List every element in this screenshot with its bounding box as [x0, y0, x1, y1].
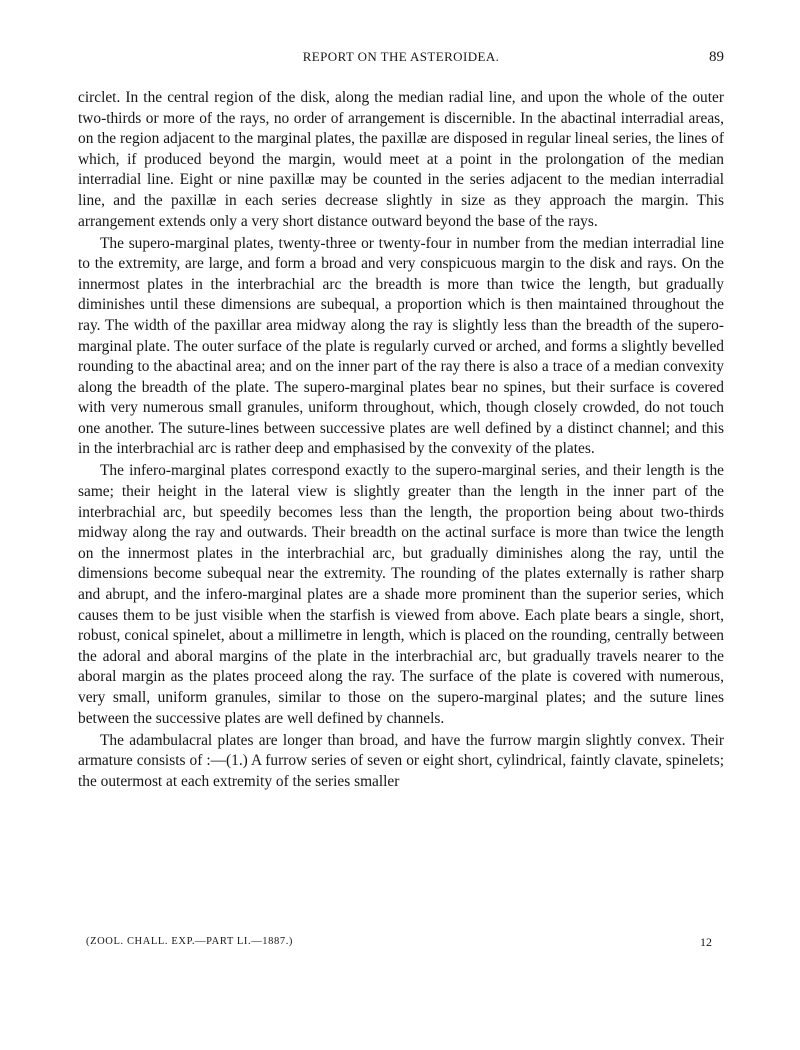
page-footer	[78, 932, 724, 952]
document-page	[78, 0, 724, 949]
page-number: 89	[709, 49, 724, 65]
body-text	[78, 88, 724, 792]
paragraph: The adambulacral plates are longer than broad, and have the furrow margin slightly convex. Their armature consists of :—(1.) A furrow series of seven or eight short, cylindrical, faintly clavate, spinelets; the outermost at each extremity of the series smaller	[78, 731, 724, 790]
page-header	[78, 44, 724, 70]
paragraph: circlet. In the central region of the disk, along the median radial line, and upon the whole of the outer two-thirds or more of the rays, no order of arrangement is discernible. In the abactinal interradial areas, on the region adjacent to the marginal plates, the paxillæ are disposed in regular lineal series, the lines of which, if produced beyond the margin, would meet at a point in the prolongation of the median interradial line. Eight or nine paxillæ may be counted in the series adjacent to the median interradial line, and the paxillæ in each series decrease slightly in size as they approach the margin. This arrangement extends only a very short distance outward beyond the base of the rays.	[78, 89, 724, 230]
paragraph: The infero-marginal plates correspond exactly to the supero-marginal series, and their length is the same; their height in the lateral view is slightly greater than the length in the inner part of the interbrachial arc, but speedily becomes less than the length, the proportion being about two-thirds midway along the ray and outwards. Their breadth on the actinal surface is more than twice the length on the innermost plates in the interbrachial arc, but gradually diminishes along the ray, until the dimensions become subequal near the extremity. The rounding of the plates externally is rather sharp and abrupt, and the infero-marginal plates are a shade more prominent than the superior series, which causes them to be just visible when the starfish is viewed from above. Each plate bears a single, short, robust, conical spinelet, about a millimetre in length, which is placed on the rounding, centrally between the adoral and aboral margins of the plate in the interbrachial arc, but gradually travels nearer to the aboral margin as the plates proceed along the ray. The surface of the plate is covered with numerous, very small, uniform granules, similar to those on the supero-marginal plates; and the suture lines between the successive plates are well defined by channels.	[78, 462, 724, 727]
signature-mark: 12	[700, 935, 712, 949]
footer-reference: (ZOOL. CHALL. EXP.—PART LI.—1887.)	[86, 936, 294, 947]
running-head: REPORT ON THE ASTEROIDEA.	[302, 49, 500, 64]
paragraph: The supero-marginal plates, twenty-three or twenty-four in number from the median interradial line to the extremity, are large, and form a broad and very conspicuous margin to the disk and rays. On the innermost plates in the interbrachial arc the breadth is more than twice the length, but gradually diminishes until these dimensions are subequal, a proportion which is then maintained throughout the ray. The width of the paxillar area midway along the ray is slightly less than the breadth of the supero-marginal plate. The outer surface of the plate is regularly curved or arched, and forms a slightly bevelled rounding to the abactinal area; and on the inner part of the ray there is also a trace of a median convexity along the breadth of the plate. The supero-marginal plates bear no spines, but their surface is covered with very numerous small granules, uniform throughout, which, though closely crowded, do not touch one another. The suture-lines between successive plates are well defined by a distinct channel; and this in the interbrachial arc is rather deep and emphasised by the convexity of the plates.	[78, 234, 724, 458]
